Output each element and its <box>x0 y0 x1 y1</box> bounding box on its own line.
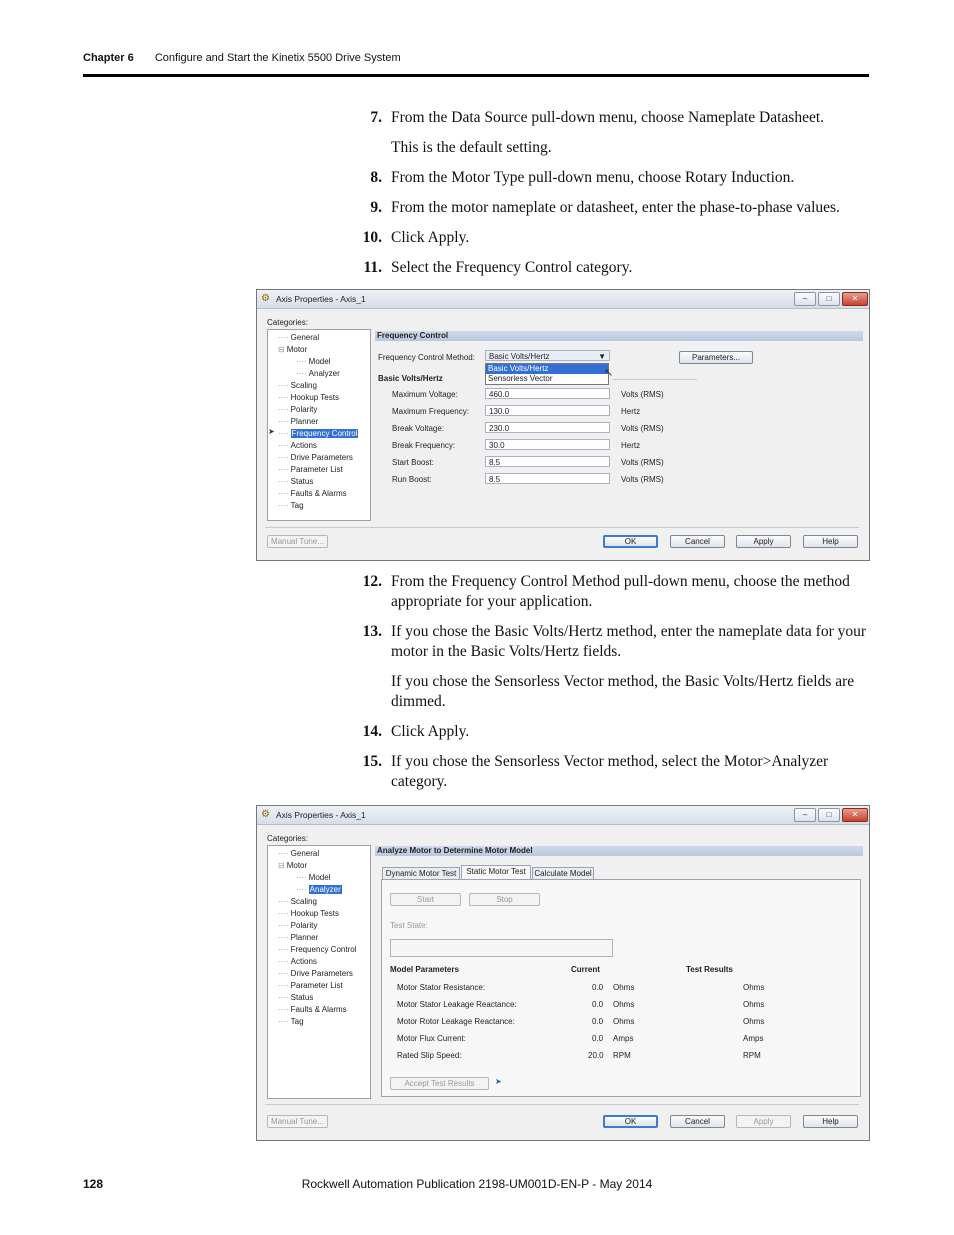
start-boost-label: Start Boost: <box>392 458 434 467</box>
step-text: From the Motor Type pull-down menu, choose Rotary Induction. <box>391 169 795 186</box>
app-icon: ⚙ <box>261 809 270 820</box>
steps-list-a <box>358 108 870 288</box>
parameters-button[interactable]: Parameters... <box>679 351 753 364</box>
tree-item-faults-alarms[interactable]: ···· Faults & Alarms <box>278 489 347 498</box>
close-button[interactable]: ✕ <box>842 292 868 306</box>
tree-item-parameter-list[interactable]: ···· Parameter List <box>278 465 343 474</box>
tree-item-planner[interactable]: ···· Planner <box>278 933 319 942</box>
dropdown-option[interactable]: Basic Volts/Hertz <box>486 364 608 374</box>
step-13 <box>358 622 870 712</box>
param-value: 20.0 <box>588 1051 604 1060</box>
footer-divider <box>265 1104 859 1105</box>
step-text: From the Data Source pull-down menu, choose Nameplate Datasheet. <box>391 109 825 126</box>
step-number: 11. <box>363 259 382 276</box>
max-frequency-label: Maximum Frequency: <box>392 407 469 416</box>
step-number: 15. <box>362 753 382 770</box>
step-15 <box>358 752 870 792</box>
footer-divider <box>265 527 859 528</box>
tree-item-analyzer[interactable]: ···· Analyzer <box>296 885 341 894</box>
cancel-button[interactable]: Cancel <box>670 1115 725 1128</box>
manual-tune-button[interactable]: Manual Tune... <box>267 535 328 548</box>
param-label: Rated Slip Speed: <box>397 1051 462 1060</box>
tree-item-motor[interactable]: ⊟ Motor <box>278 345 308 354</box>
accept-test-results-button[interactable]: Accept Test Results <box>390 1077 489 1090</box>
tree-item-planner[interactable]: ···· Planner <box>278 417 319 426</box>
param-value: 0.0 <box>592 1034 604 1043</box>
categories-label: Categories: <box>267 834 308 843</box>
step-text: Select the Frequency Control category. <box>391 259 633 276</box>
tree-item-faults-alarms[interactable]: ···· Faults & Alarms <box>278 1005 347 1014</box>
tree-item-analyzer[interactable]: ···· Analyzer <box>296 369 340 378</box>
param-value: 0.0 <box>592 1000 604 1009</box>
param-unit: Ohms <box>613 1000 635 1009</box>
section-header: Analyze Motor to Determine Motor Model <box>375 846 863 856</box>
header-rule <box>83 74 869 77</box>
step-note: If you chose the Sensorless Vector method, the Basic Volts/Hertz fields are dimmed. <box>391 673 855 710</box>
close-button[interactable]: ✕ <box>842 808 868 822</box>
method-select[interactable]: Basic Volts/Hertz ▼ <box>485 350 610 361</box>
tab-static-motor-test[interactable]: Static Motor Test <box>461 865 531 880</box>
step-text: From the motor nameplate or datasheet, enter the phase-to-phase values. <box>391 199 840 216</box>
param-value: 0.0 <box>592 1017 604 1026</box>
minimize-button[interactable]: – <box>794 808 816 822</box>
pointer-arrow-icon: ➤ <box>268 427 275 436</box>
break-frequency-label: Break Frequency: <box>392 441 456 450</box>
tree-item-general[interactable]: ···· General <box>278 333 320 342</box>
dropdown-option[interactable]: Sensorless Vector <box>488 374 553 383</box>
param-unit: Ohms <box>613 983 635 992</box>
step-11 <box>358 258 870 278</box>
run-boost-label: Run Boost: <box>392 475 432 484</box>
tree-item-frequency-control[interactable]: ···· Frequency Control <box>278 945 357 954</box>
result-unit: Amps <box>743 1034 764 1043</box>
step-number: 8. <box>370 169 382 186</box>
test-results-header: Test Results <box>686 965 733 974</box>
dialog-titlebar <box>257 290 869 309</box>
tree-item-hookup-tests[interactable]: ···· Hookup Tests <box>278 909 339 918</box>
step-text: If you chose the Basic Volts/Hertz method, enter the nameplate data for your motor in the Basic Volts/Hertz fields. <box>391 623 867 660</box>
tree-item-frequency-control[interactable]: ···· Frequency Control <box>278 429 358 438</box>
tree-item-scaling[interactable]: ···· Scaling <box>278 381 317 390</box>
method-dropdown-list <box>485 363 609 385</box>
max-voltage-unit: Volts (RMS) <box>621 390 664 399</box>
minimize-button[interactable]: – <box>794 292 816 306</box>
cancel-button[interactable]: Cancel <box>670 535 725 548</box>
ok-button[interactable]: OK <box>603 535 658 548</box>
break-voltage-unit: Volts (RMS) <box>621 424 664 433</box>
max-voltage-field[interactable]: 460.0 <box>485 388 610 399</box>
steps-list-b <box>358 572 870 802</box>
pointer-arrow-icon: ➤ <box>495 1077 502 1086</box>
axis-properties-dialog-frequency <box>256 289 870 561</box>
dialog-titlebar <box>257 806 869 825</box>
param-label: Motor Rotor Leakage Reactance: <box>397 1017 515 1026</box>
current-header: Current <box>571 965 600 974</box>
tree-item-motor[interactable]: ⊟ Motor <box>278 861 308 870</box>
tree-item-actions[interactable]: ···· Actions <box>278 957 317 966</box>
stop-button[interactable]: Stop <box>469 893 540 906</box>
run-boost-unit: Volts (RMS) <box>621 475 664 484</box>
tab-calculate-model[interactable]: Calculate Model <box>532 867 594 880</box>
result-unit: RPM <box>743 1051 761 1060</box>
category-tree <box>267 845 371 1099</box>
tree-item-actions[interactable]: ···· Actions <box>278 441 317 450</box>
help-button[interactable]: Help <box>803 1115 858 1128</box>
tree-item-scaling[interactable]: ···· Scaling <box>278 897 317 906</box>
param-unit: RPM <box>613 1051 631 1060</box>
break-frequency-unit: Hertz <box>621 441 641 450</box>
tree-item-polarity[interactable]: ···· Polarity <box>278 405 318 414</box>
step-number: 7. <box>370 109 382 126</box>
step-number: 9. <box>370 199 382 216</box>
param-label: Motor Stator Leakage Reactance: <box>397 1000 517 1009</box>
max-voltage-label: Maximum Voltage: <box>392 390 458 399</box>
step-note: This is the default setting. <box>391 139 552 156</box>
tree-item-parameter-list[interactable]: ···· Parameter List <box>278 981 343 990</box>
step-text: From the Frequency Control Method pull-down menu, choose the method appropriate for your application. <box>391 573 850 610</box>
apply-button[interactable]: Apply <box>736 1115 791 1128</box>
method-label: Frequency Control Method: <box>378 353 475 362</box>
step-number: 14. <box>362 723 382 740</box>
step-8 <box>358 168 870 188</box>
param-unit: Amps <box>613 1034 634 1043</box>
step-number: 12. <box>362 573 382 590</box>
chevron-down-icon: ▼ <box>598 352 606 361</box>
step-text: Click Apply. <box>391 229 470 246</box>
param-value: 0.0 <box>592 983 604 992</box>
axis-properties-dialog-analyzer <box>256 805 870 1141</box>
chapter-label: Chapter 6 <box>83 52 134 64</box>
start-boost-field[interactable]: 8.5 <box>485 456 610 467</box>
tree-item-drive-parameters[interactable]: ···· Drive Parameters <box>278 453 353 462</box>
tree-item-status[interactable]: ···· Status <box>278 993 314 1002</box>
param-unit: Ohms <box>613 1017 635 1026</box>
step-number: 10. <box>362 229 382 246</box>
chapter-title: Configure and Start the Kinetix 5500 Drive System <box>154 52 401 64</box>
max-frequency-unit: Hertz <box>621 407 641 416</box>
step-text: If you chose the Sensorless Vector method, select the Motor>Analyzer category. <box>391 753 829 790</box>
model-parameters-header: Model Parameters <box>390 965 459 974</box>
categories-label: Categories: <box>267 318 308 327</box>
help-button[interactable]: Help <box>803 535 858 548</box>
page-number: 128 <box>83 1177 104 1191</box>
run-boost-field[interactable]: 8.5 <box>485 473 610 484</box>
publication-footer: Rockwell Automation Publication 2198-UM001D-EN-P - May 2014 <box>301 1177 653 1191</box>
tree-item-tag[interactable]: ···· Tag <box>278 1017 304 1026</box>
step-number: 13. <box>362 623 382 640</box>
step-10 <box>358 228 870 248</box>
apply-button[interactable]: Apply <box>736 535 791 548</box>
category-tree <box>267 329 371 521</box>
tree-item-hookup-tests[interactable]: ···· Hookup Tests <box>278 393 339 402</box>
param-label: Motor Stator Resistance: <box>397 983 486 992</box>
step-12 <box>358 572 870 612</box>
test-state-label: Test State: <box>390 921 428 930</box>
maximize-button[interactable]: □ <box>818 808 840 822</box>
tab-dynamic-motor-test[interactable]: Dynamic Motor Test <box>382 867 460 880</box>
app-icon: ⚙ <box>261 293 270 304</box>
section-header: Frequency Control <box>375 331 863 341</box>
max-frequency-field[interactable]: 130.0 <box>485 405 610 416</box>
manual-tune-button[interactable]: Manual Tune... <box>267 1115 328 1128</box>
running-header <box>83 52 401 64</box>
param-label: Motor Flux Current: <box>397 1034 466 1043</box>
dialog-title: Axis Properties - Axis_1 <box>276 810 366 820</box>
start-boost-unit: Volts (RMS) <box>621 458 664 467</box>
tree-item-polarity[interactable]: ···· Polarity <box>278 921 318 930</box>
maximize-button[interactable]: □ <box>818 292 840 306</box>
mouse-cursor-icon: ↖ <box>604 367 614 379</box>
result-unit: Ohms <box>743 983 765 992</box>
result-unit: Ohms <box>743 1017 765 1026</box>
group-divider <box>613 379 697 380</box>
tree-item-model[interactable]: ···· Model <box>296 873 331 882</box>
break-voltage-label: Break Voltage: <box>392 424 445 433</box>
tree-item-drive-parameters[interactable]: ···· Drive Parameters <box>278 969 353 978</box>
dialog-title: Axis Properties - Axis_1 <box>276 294 366 304</box>
break-voltage-field[interactable]: 230.0 <box>485 422 610 433</box>
tree-item-tag[interactable]: ···· Tag <box>278 501 304 510</box>
tree-item-model[interactable]: ···· Model <box>296 357 331 366</box>
tree-item-status[interactable]: ···· Status <box>278 477 314 486</box>
ok-button[interactable]: OK <box>603 1115 658 1128</box>
step-14 <box>358 722 870 742</box>
step-9 <box>358 198 870 218</box>
result-unit: Ohms <box>743 1000 765 1009</box>
tree-item-general[interactable]: ···· General <box>278 849 320 858</box>
step-7 <box>358 108 870 158</box>
start-button[interactable]: Start <box>390 893 461 906</box>
test-state-field <box>390 939 613 957</box>
step-text: Click Apply. <box>391 723 470 740</box>
group-label: Basic Volts/Hertz <box>378 374 443 383</box>
break-frequency-field[interactable]: 30.0 <box>485 439 610 450</box>
